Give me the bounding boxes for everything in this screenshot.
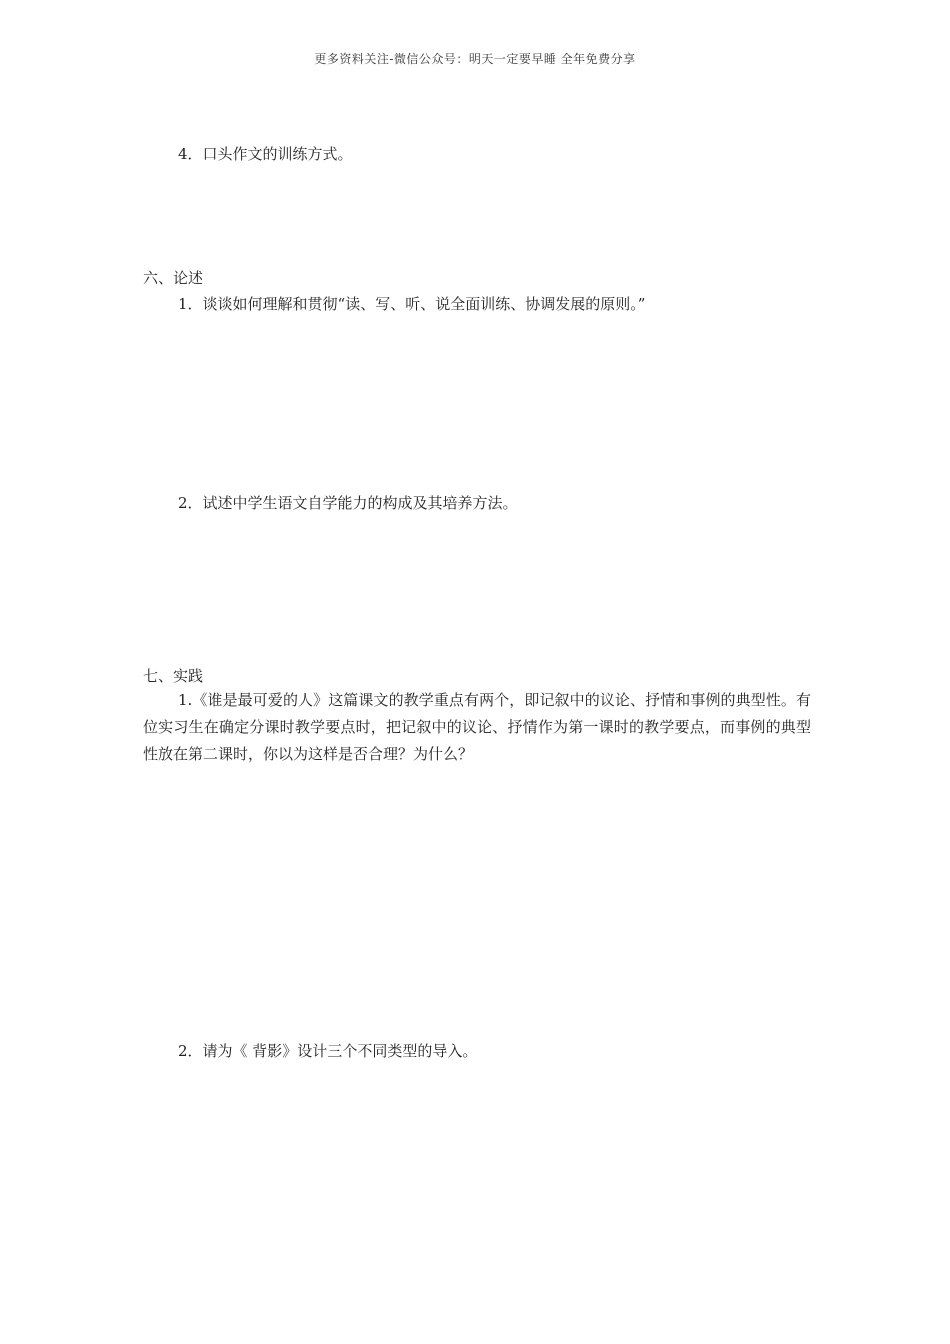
section-6-heading: 六、论述	[143, 269, 204, 287]
section-7-heading: 七、实践	[143, 667, 204, 685]
section-6-question-2: 2．试述中学生语文自学能力的构成及其培养方法。	[178, 494, 518, 512]
question-4: 4．口头作文的训练方式。	[178, 145, 353, 163]
section-7-question-2: 2．请为《 背影》设计三个不同类型的导入。	[178, 1042, 478, 1060]
section-6-question-1: 1．谈谈如何理解和贯彻“读、写、听、说全面训练、协调发展的原则。”	[178, 295, 646, 313]
section-7-question-1: 1.《谁是最可爱的人》这篇课文的教学重点有两个，即记叙中的议论、抒情和事例的典型性。有位实习生在确定分课时教学要点时，把记叙中的议论、抒情作为第一课时的教学要点，而事例的典型性放在第二课时，你以为这样是否合理？为什么？	[143, 691, 811, 763]
page-header: 更多资料关注-微信公众号：明天一定要早睡 全年免费分享	[314, 52, 636, 66]
